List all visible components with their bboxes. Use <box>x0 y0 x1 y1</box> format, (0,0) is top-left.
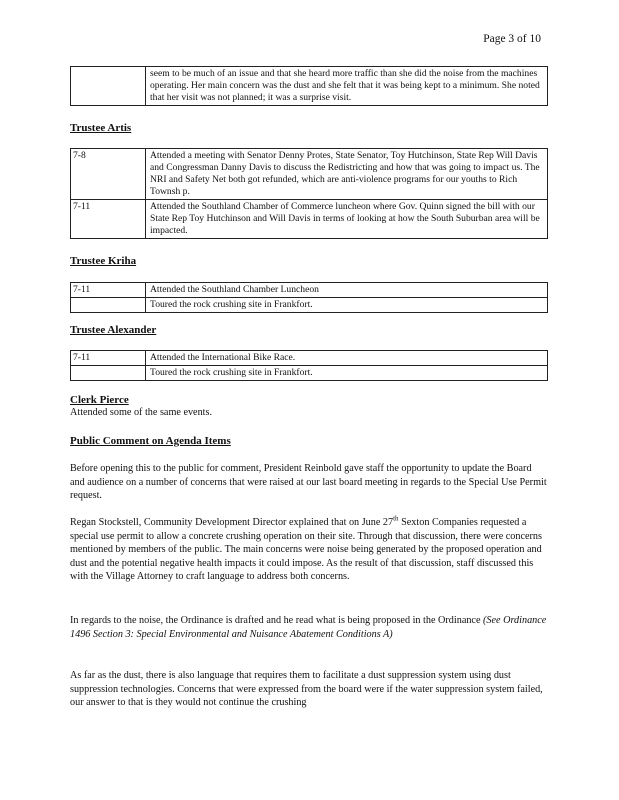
date-cell: 7-11 <box>71 351 146 366</box>
public-comment-heading: Public Comment on Agenda Items <box>70 435 231 447</box>
date-cell <box>71 67 146 106</box>
activity-cell: Attended the Southland Chamber of Commerce luncheon where Gov. Quinn signed the bill with our State Rep Toy Hutchinson and Will Davis in terms of looking at how the South Suburban area will be impacted. <box>146 200 548 239</box>
activity-cell: seem to be much of an issue and that she heard more traffic than she did the noise from the machines operating. Her main concern was the dust and she felt that it was being kept to a minimum. She noted that her visit was not planned; it was a surprise visit. <box>146 67 548 106</box>
date-cell: 7-11 <box>71 283 146 298</box>
superscript: th <box>393 514 399 523</box>
paragraph <box>70 516 548 584</box>
table-row <box>71 67 548 106</box>
table-row <box>71 351 548 366</box>
clerk-pierce-text: Attended some of the same events. <box>70 407 213 418</box>
paragraph <box>70 614 548 641</box>
paragraph-text: Sexton Companies requested a special use permit to allow a concrete crushing operation on their site. Through that discussion, there were concerns mentioned by members of the public. The main concerns were noise being generated by the proposed operation and dust and the potential negative health impacts it could impose. As the result of that discussion, staff discussed this with the Village Attorney to craft language to address both concerns. <box>70 517 542 582</box>
trustee-alexander-table <box>70 350 548 381</box>
table-row <box>71 149 548 200</box>
trustee-kriha-heading: Trustee Kriha <box>70 255 137 267</box>
paragraph: Before opening this to the public for comment, President Reinbold gave staff the opportunity to update the Board and audience on a number of concerns that were raised at our last board meeting in regards to the Special Use Permit request. <box>70 463 547 501</box>
date-cell: 7-8 <box>71 149 146 200</box>
table-row <box>71 200 548 239</box>
trustee-alexander-heading: Trustee Alexander <box>70 324 157 336</box>
trustee-kriha-table <box>70 282 548 313</box>
paragraph: As far as the dust, there is also language that requires them to facilitate a dust suppression system using dust suppression technologies. Concerns that were expressed from the board were if the water suppression system failed, our answer to that is they would not continue the crushing <box>70 670 543 708</box>
table-row <box>71 298 548 313</box>
date-cell: 7-11 <box>71 200 146 239</box>
trustee-artis-table <box>70 148 548 239</box>
activity-cell: Attended a meeting with Senator Denny Protes, State Senator, Toy Hutchinson, State Rep Will Davis and Congressman Danny Davis to discuss the Redistricting and how that was going to impact us. The NRI and Safety Net both got refunded, which are anti-violence programs for our youths to Rich Townsh p. <box>146 149 548 200</box>
date-cell <box>71 366 146 381</box>
paragraph-text: Regan Stockstell, Community Development Director explained that on June 27 <box>70 517 394 528</box>
activity-cell: Attended the Southland Chamber Luncheon <box>146 283 548 298</box>
table-row <box>71 283 548 298</box>
activity-cell: Toured the rock crushing site in Frankfort. <box>146 298 548 313</box>
trustee-artis-heading: Trustee Artis <box>70 122 132 134</box>
activity-cell: Attended the International Bike Race. <box>146 351 548 366</box>
ordinance-reference: (See Ordinance 1496 Section 3: Special Environmental and Nuisance Abatement Conditions A) <box>70 615 547 640</box>
date-cell <box>71 298 146 313</box>
activity-cell: Toured the rock crushing site in Frankfort. <box>146 366 548 381</box>
table-row <box>71 366 548 381</box>
paragraph-text: In regards to the noise, the Ordinance is drafted and he read what is being proposed in the Ordinance <box>70 615 484 626</box>
page-number: Page 3 of 10 <box>483 33 541 45</box>
continuation-table <box>70 66 548 106</box>
clerk-pierce-heading: Clerk Pierce <box>70 394 129 406</box>
